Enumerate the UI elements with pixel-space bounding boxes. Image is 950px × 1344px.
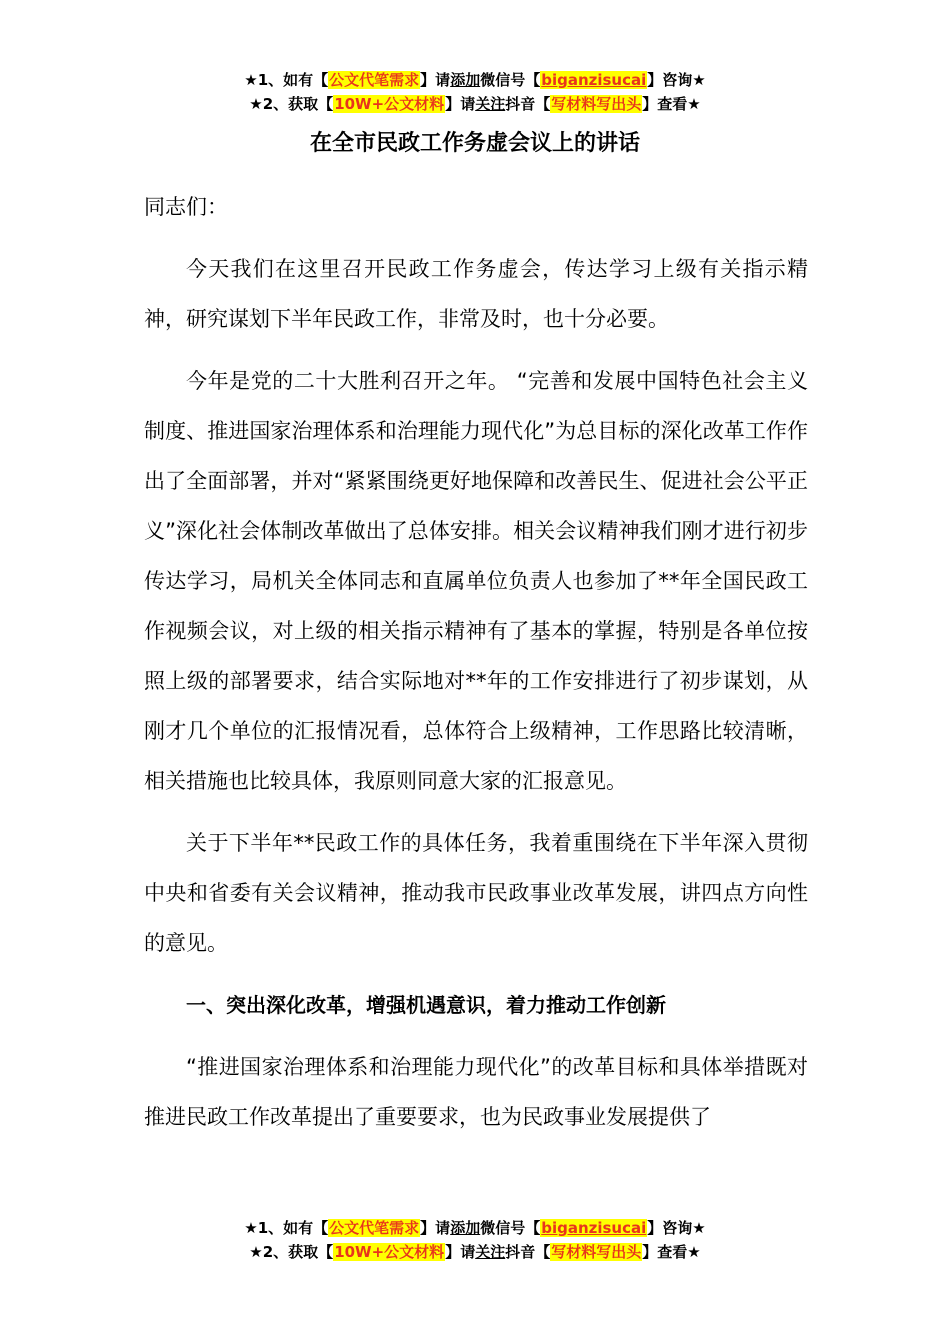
banner-line-1 bbox=[0, 68, 950, 92]
section-heading-1: 一、突出深化改革，增强机遇意识，着力推动工作创新 bbox=[186, 993, 666, 1017]
banner-text: 】请 bbox=[445, 95, 476, 113]
banner-underline: 关注 bbox=[475, 1243, 506, 1261]
banner-underline: 关注 bbox=[475, 95, 506, 113]
banner-underline: 添加 bbox=[450, 1219, 481, 1237]
banner-text: ★2、获取【 bbox=[249, 95, 334, 113]
document-body bbox=[144, 182, 808, 1142]
banner-highlight: 10W+公文材料 bbox=[334, 1243, 445, 1261]
header-banner bbox=[0, 68, 950, 116]
banner-highlight: 写材料写出头 bbox=[551, 95, 642, 113]
banner-underline: 添加 bbox=[450, 71, 481, 89]
banner-text: 】查看★ bbox=[642, 1243, 701, 1261]
banner-text: 微信号【 bbox=[480, 71, 541, 89]
banner-text: 】咨询★ bbox=[647, 71, 706, 89]
banner-line-2 bbox=[0, 92, 950, 116]
banner-highlight: 10W+公文材料 bbox=[334, 95, 445, 113]
banner-text: 抖音【 bbox=[505, 1243, 551, 1261]
banner-text: ★1、如有【 bbox=[244, 1219, 329, 1237]
banner-text: 】请 bbox=[420, 71, 451, 89]
banner-text: 】请 bbox=[420, 1219, 451, 1237]
banner-line-1 bbox=[0, 1216, 950, 1240]
banner-text: 】查看★ bbox=[642, 95, 701, 113]
paragraph-3: 关于下半年**民政工作的具体任务，我着重围绕在下半年深入贯彻中央和省委有关会议精神，推动我市民政事业改革发展，讲四点方向性的意见。 bbox=[144, 831, 808, 955]
banner-text: 】请 bbox=[445, 1243, 476, 1261]
wechat-id-link[interactable]: biganzisucai bbox=[541, 71, 647, 89]
paragraph-4: “推进国家治理体系和治理能力现代化”的改革目标和具体举措既对推进民政工作改革提出了重要要求，也为民政事业发展提供了 bbox=[144, 1055, 808, 1129]
banner-text: 抖音【 bbox=[505, 95, 551, 113]
paragraph-2: 今年是党的二十大胜利召开之年。 “完善和发展中国特色社会主义制度、推进国家治理体系和治理能力现代化”为总目标的深化改革工作作出了全面部署，并对“紧紧围绕更好地保障和改善民生、促进社会公平正义”深化社会体制改革做出了总体安排。相关会议精神我们刚才进行初步传达学习，局机关全体同志和直属单位负责人也参加了**年全国民政工作视频会议，对上级的相关指示精神有了基本的掌握，特别是各单位按照上级的部署要求，结合实际地对**年的工作安排进行了初步谋划，从刚才几个单位的汇报情况看，总体符合上级精神，工作思路比较清晰，相关措施也比较具体，我原则同意大家的汇报意见。 bbox=[144, 369, 808, 793]
footer-banner bbox=[0, 1216, 950, 1264]
banner-text: 】咨询★ bbox=[647, 1219, 706, 1237]
banner-text: ★1、如有【 bbox=[244, 71, 329, 89]
paragraph-1: 今天我们在这里召开民政工作务虚会，传达学习上级有关指示精神，研究谋划下半年民政工作，非常及时，也十分必要。 bbox=[144, 257, 808, 331]
document-title: 在全市民政工作务虚会议上的讲话 bbox=[309, 131, 640, 156]
salutation: 同志们： bbox=[144, 195, 228, 219]
wechat-id-link[interactable]: biganzisucai bbox=[541, 1219, 647, 1237]
banner-highlight: 公文代笔需求 bbox=[329, 71, 420, 89]
banner-highlight: 写材料写出头 bbox=[551, 1243, 642, 1261]
banner-text: ★2、获取【 bbox=[249, 1243, 334, 1261]
banner-line-2 bbox=[0, 1240, 950, 1264]
banner-text: 微信号【 bbox=[480, 1219, 541, 1237]
banner-highlight: 公文代笔需求 bbox=[329, 1219, 420, 1237]
